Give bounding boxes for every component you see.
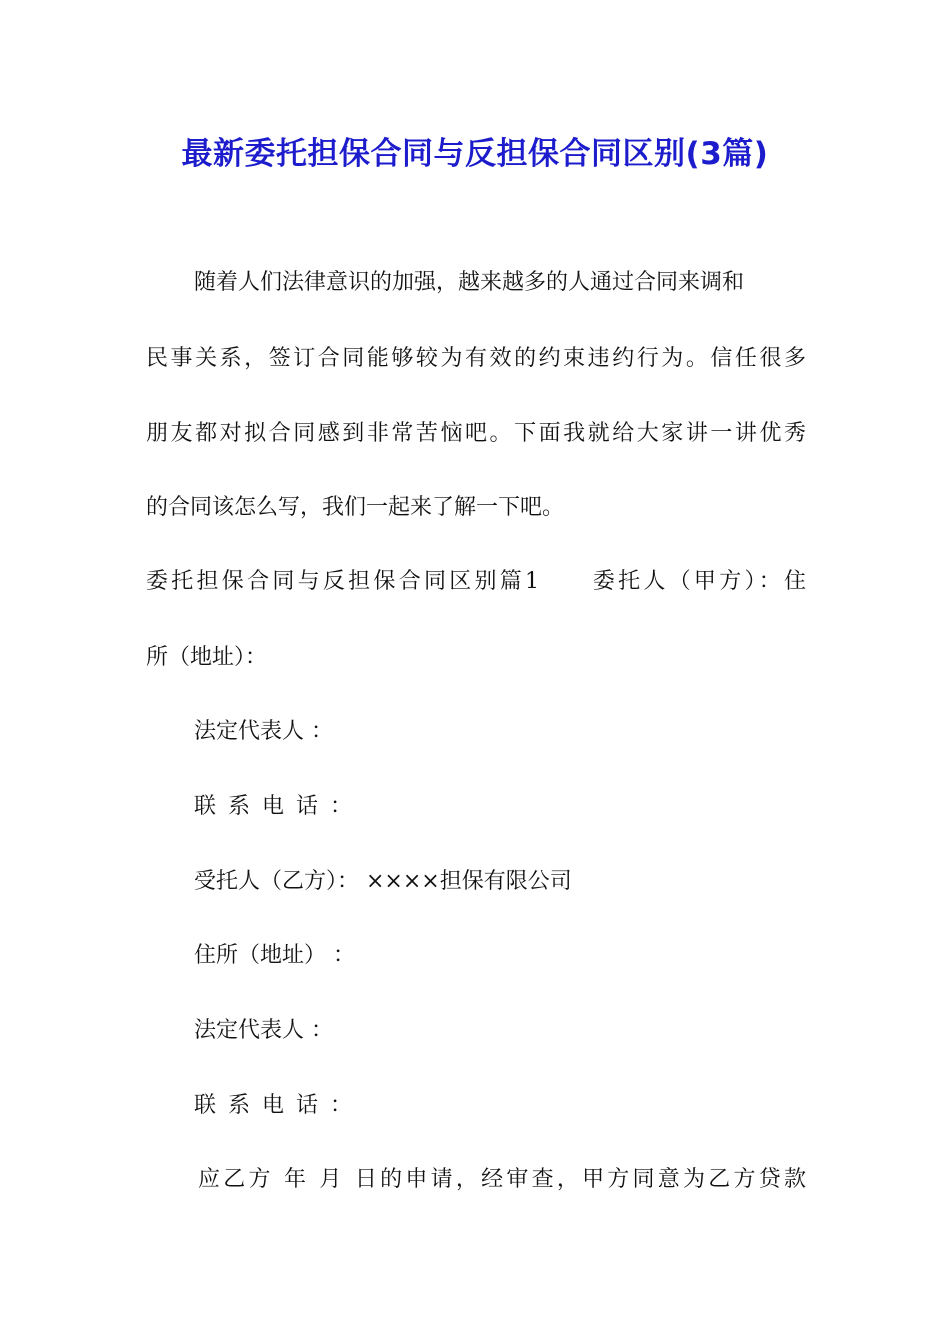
party-a-phone: 联系电话： (194, 794, 365, 819)
section-heading-line-2: 所（地址）： (146, 645, 268, 670)
intro-line-1: 随着人们法律意识的加强，越来越多的人通过合同来调和 (194, 270, 745, 295)
document-title: 最新委托担保合同与反担保合同区别(3篇) (181, 136, 769, 172)
party-b-phone: 联系电话： (194, 1093, 365, 1118)
intro-line-4: 的合同该怎么写，我们一起来了解一下吧。 (146, 495, 565, 520)
party-b-address: 住所（地址） ： (194, 943, 355, 968)
intro-line-3: 朋友都对拟合同感到非常苦恼吧。下面我就给大家讲一讲优秀 (146, 421, 806, 446)
party-a-representative: 法定代表人 ： (194, 719, 333, 744)
body-line: 应乙方 年 月 日的申请，经审查，甲方同意为乙方贷款 (198, 1167, 806, 1192)
intro-line-2: 民事关系，签订合同能够较为有效的约束违约行为。信任很多 (146, 346, 806, 371)
party-b-representative: 法定代表人 ： (194, 1018, 333, 1043)
section-heading-line: 委托担保合同与反担保合同区别篇1 委托人（甲方）：住 (146, 569, 806, 594)
party-b: 受托人（乙方）： ××××担保有限公司 (194, 869, 572, 894)
